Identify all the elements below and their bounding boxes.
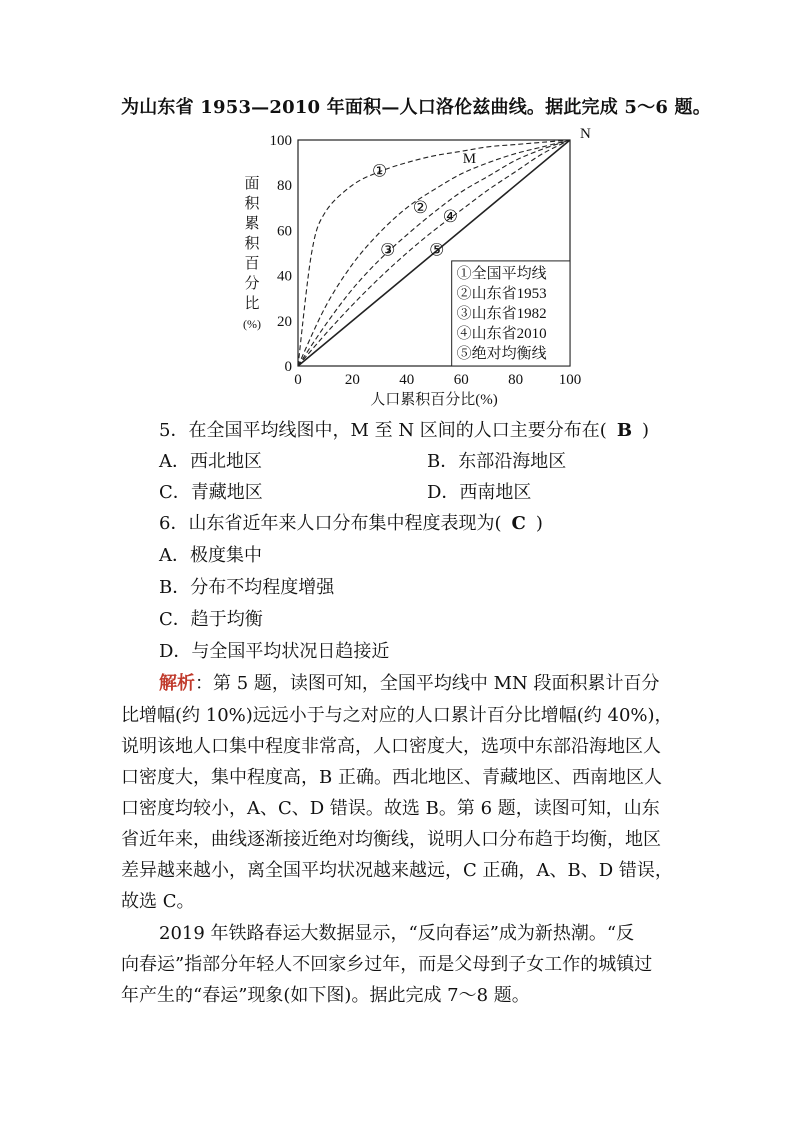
series-marker-5: ⑤ — [429, 240, 445, 260]
x-tick-label: 20 — [344, 372, 360, 388]
legend-entry-4: ④山东省2010 — [456, 325, 547, 342]
next-section-line-2: 向春运”指部分年轻人不回家乡过年，而是父母到子女工作的城镇过 — [121, 954, 653, 975]
y-axis-label-char: 积 — [244, 236, 260, 252]
analysis-line-1 — [159, 671, 660, 697]
analysis-text-1: ：第 5 题，读图可知，全国平均线中 MN 段面积累计百分 — [195, 673, 660, 694]
y-tick-label: 20 — [277, 313, 292, 330]
q6-option-b: B．分布不均程度增强 — [159, 577, 335, 598]
q6-option-d: D．与全国平均状况日趋接近 — [159, 641, 390, 662]
y-tick-label: 100 — [269, 133, 292, 149]
series-marker-4: ④ — [442, 206, 458, 226]
y-tick-label: 0 — [284, 359, 292, 375]
series-marker-1: ① — [371, 161, 388, 181]
q5-answer: B — [616, 420, 633, 441]
x-tick-label: 0 — [294, 372, 302, 388]
y-tick-label: 60 — [277, 223, 292, 240]
x-tick-label: 60 — [453, 372, 469, 388]
q6-option-a: A．极度集中 — [159, 545, 262, 566]
q5-option-c: C．青藏地区 — [159, 482, 263, 503]
series-marker-2: ② — [412, 197, 429, 217]
q5-stem-text: 5．在全国平均线图中，M 至 N 区间的人口主要分布在( — [159, 420, 607, 441]
intro-text: 为山东省 1953—2010 年面积—人口洛伦兹曲线。据此完成 5～6 题。 — [121, 97, 711, 118]
q5-option-a: A．西北地区 — [159, 451, 262, 472]
analysis-line-7: 差异越来越小，离全国平均状况越来越远，C 正确，A、B、D 错误， — [121, 860, 673, 881]
q5-close: ) — [642, 420, 650, 441]
analysis-label: 解析 — [159, 673, 195, 694]
analysis-line-6: 省近年来，曲线逐渐接近绝对均衡线，说明人口分布趋于均衡，地区 — [121, 829, 661, 850]
x-axis-label: 人口累积百分比(%) — [370, 392, 498, 408]
analysis-line-3: 说明该地人口集中程度非常高，人口密度大，选项中东部沿海地区人 — [121, 736, 661, 757]
y-axis-label-char: 面 — [244, 176, 260, 192]
y-axis-label-char: 比 — [244, 296, 260, 312]
q6-stem-text: 6．山东省近年来人口分布集中程度表现为( — [159, 513, 502, 534]
y-axis-label-char: 百 — [244, 256, 260, 272]
y-tick-label: 80 — [277, 178, 292, 195]
y-axis-label-char: 累 — [244, 216, 260, 232]
next-section-line-1: 2019 年铁路春运大数据显示，“反向春运”成为新热潮。“反 — [159, 923, 635, 944]
x-tick-label: 40 — [399, 372, 415, 388]
q6-option-c: C．趋于均衡 — [159, 609, 263, 630]
y-axis-label-char: 积 — [244, 196, 260, 212]
y-axis-label-char: 分 — [244, 276, 260, 292]
q5-option-b: B．东部沿海地区 — [427, 451, 567, 472]
q5-option-d: D．西南地区 — [427, 482, 532, 503]
q5-stem — [159, 418, 649, 444]
analysis-line-4: 口密度大，集中程度高，B 正确。西北地区、青藏地区、西南地区人 — [121, 767, 662, 788]
analysis-line-8: 故选 C。 — [121, 891, 195, 912]
q6-answer: C — [511, 513, 526, 534]
next-section-line-3: 年产生的“春运”现象(如下图)。据此完成 7～8 题。 — [121, 985, 530, 1006]
y-tick-label: 40 — [277, 268, 292, 285]
legend-entry-1: ①全国平均线 — [456, 265, 547, 282]
analysis-line-2: 比增幅(约 10%)远远小于与之对应的人口累计百分比增幅(约 40%)， — [121, 705, 673, 726]
analysis-line-5: 口密度均较小，A、C、D 错误。故选 B。第 6 题，读图可知，山东 — [121, 798, 660, 819]
lorenz-chart — [236, 120, 596, 410]
point-label-m: M — [462, 151, 477, 168]
legend-entry-2: ②山东省1953 — [456, 285, 547, 302]
q6-stem — [159, 511, 543, 537]
series-marker-3: ③ — [380, 240, 396, 260]
y-axis-label-char: (%) — [243, 317, 261, 331]
x-tick-label: 100 — [558, 372, 582, 388]
point-label-n: N — [580, 126, 591, 142]
q6-close: ) — [535, 513, 543, 534]
legend-entry-3: ③山东省1982 — [456, 305, 547, 322]
x-tick-label: 80 — [508, 372, 524, 388]
legend-entry-5: ⑤绝对均衡线 — [456, 345, 547, 362]
